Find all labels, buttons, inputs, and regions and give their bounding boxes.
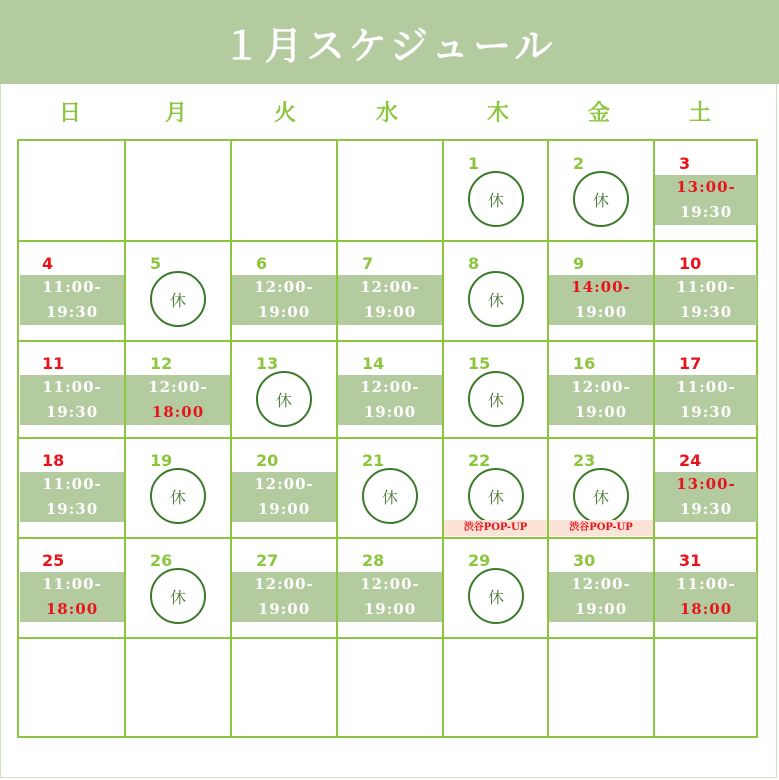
closed-day-mark: 休 xyxy=(362,468,418,524)
day-cell-26 xyxy=(126,539,230,637)
day-number: 23 xyxy=(573,451,596,470)
open-time: 12:00- xyxy=(254,278,314,296)
open-time: 12:00- xyxy=(254,575,314,593)
day-cell-10 xyxy=(655,242,757,340)
close-time: 19:00 xyxy=(574,303,628,321)
day-number: 19 xyxy=(150,451,173,470)
open-time: 12:00- xyxy=(571,378,631,396)
day-cell-15 xyxy=(444,342,547,437)
day-number: 27 xyxy=(256,551,279,570)
day-cell-14 xyxy=(338,342,442,437)
day-number: 30 xyxy=(573,551,596,570)
day-number: 20 xyxy=(256,451,279,470)
open-time: 12:00- xyxy=(148,378,208,396)
close-time: 19:00 xyxy=(363,303,417,321)
business-hours xyxy=(20,375,124,425)
day-number: 21 xyxy=(362,451,385,470)
day-cell-7 xyxy=(338,242,442,340)
calendar-grid xyxy=(17,139,758,738)
close-time: 19:00 xyxy=(257,500,311,518)
business-hours xyxy=(20,275,124,325)
day-cell-16 xyxy=(549,342,653,437)
day-cell-1 xyxy=(444,142,547,240)
day-number: 11 xyxy=(42,354,65,373)
business-hours xyxy=(549,375,653,425)
weekday-label: 月 xyxy=(164,101,187,126)
popup-event-badge: 渋谷POP-UP xyxy=(444,520,547,536)
open-time: 13:00- xyxy=(676,475,736,493)
closed-day-mark: 休 xyxy=(468,468,524,524)
open-time: 12:00- xyxy=(360,378,420,396)
day-number: 12 xyxy=(150,354,173,373)
day-cell-4 xyxy=(20,242,124,340)
business-hours xyxy=(655,375,757,425)
day-number: 18 xyxy=(42,451,65,470)
closed-day-mark: 休 xyxy=(150,568,206,624)
close-time: 19:00 xyxy=(257,600,311,618)
open-time: 11:00- xyxy=(42,575,102,593)
business-hours xyxy=(232,472,336,522)
closed-day-mark: 休 xyxy=(150,271,206,327)
day-cell-17 xyxy=(655,342,757,437)
open-time: 11:00- xyxy=(676,278,736,296)
weekday-label: 火 xyxy=(273,101,296,126)
close-time: 19:00 xyxy=(574,403,628,421)
day-number: 1 xyxy=(468,154,480,173)
business-hours xyxy=(232,275,336,325)
business-hours xyxy=(338,375,442,425)
business-hours xyxy=(126,375,230,425)
day-cell-2 xyxy=(549,142,653,240)
closed-day-mark: 休 xyxy=(468,271,524,327)
close-time: 19:30 xyxy=(679,500,733,518)
close-time: 19:00 xyxy=(363,403,417,421)
day-number: 6 xyxy=(256,254,268,273)
close-time: 19:30 xyxy=(679,203,733,221)
day-cell-28 xyxy=(338,539,442,637)
day-number: 13 xyxy=(256,354,279,373)
day-number: 9 xyxy=(573,254,585,273)
popup-event-badge: 渋谷POP-UP xyxy=(549,520,653,536)
day-cell-6 xyxy=(232,242,336,340)
day-cell-24 xyxy=(655,439,757,537)
open-time: 11:00- xyxy=(42,378,102,396)
day-number: 14 xyxy=(362,354,385,373)
closed-day-mark: 休 xyxy=(256,371,312,427)
day-number: 31 xyxy=(679,551,702,570)
day-number: 17 xyxy=(679,354,702,373)
weekday-label: 日 xyxy=(58,101,81,126)
close-time: 19:30 xyxy=(45,403,99,421)
closed-day-mark: 休 xyxy=(573,171,629,227)
closed-day-mark: 休 xyxy=(468,171,524,227)
business-hours xyxy=(20,472,124,522)
open-time: 14:00- xyxy=(571,278,631,296)
day-number: 29 xyxy=(468,551,491,570)
close-time: 18:00 xyxy=(151,403,205,421)
open-time: 11:00- xyxy=(42,475,102,493)
business-hours xyxy=(232,572,336,622)
open-time: 12:00- xyxy=(360,575,420,593)
day-cell-12 xyxy=(126,342,230,437)
open-time: 12:00- xyxy=(254,475,314,493)
close-time: 19:00 xyxy=(257,303,311,321)
closed-day-mark: 休 xyxy=(468,371,524,427)
closed-day-mark: 休 xyxy=(150,468,206,524)
grid-row-divider xyxy=(19,637,756,639)
day-cell-25 xyxy=(20,539,124,637)
day-cell-31 xyxy=(655,539,757,637)
business-hours xyxy=(20,572,124,622)
close-time: 19:30 xyxy=(45,500,99,518)
day-number: 28 xyxy=(362,551,385,570)
weekday-label: 水 xyxy=(375,101,398,126)
business-hours xyxy=(655,572,757,622)
open-time: 12:00- xyxy=(571,575,631,593)
close-time: 18:00 xyxy=(679,600,733,618)
day-cell-18 xyxy=(20,439,124,537)
day-number: 2 xyxy=(573,154,585,173)
day-number: 8 xyxy=(468,254,480,273)
open-time: 12:00- xyxy=(360,278,420,296)
closed-day-mark: 休 xyxy=(573,468,629,524)
close-time: 19:30 xyxy=(45,303,99,321)
day-number: 4 xyxy=(42,254,54,273)
business-hours xyxy=(655,175,757,225)
day-number: 3 xyxy=(679,154,691,173)
day-number: 22 xyxy=(468,451,491,470)
close-time: 19:30 xyxy=(679,303,733,321)
day-cell-13 xyxy=(232,342,336,437)
open-time: 11:00- xyxy=(42,278,102,296)
day-number: 15 xyxy=(468,354,491,373)
weekday-label: 木 xyxy=(486,101,509,126)
day-cell-27 xyxy=(232,539,336,637)
open-time: 11:00- xyxy=(676,378,736,396)
business-hours xyxy=(549,572,653,622)
close-time: 19:00 xyxy=(574,600,628,618)
day-cell-21 xyxy=(338,439,442,537)
closed-day-mark: 休 xyxy=(468,568,524,624)
business-hours xyxy=(549,275,653,325)
day-cell-9 xyxy=(549,242,653,340)
day-cell-30 xyxy=(549,539,653,637)
day-cell-22 xyxy=(444,439,547,537)
day-number: 7 xyxy=(362,254,374,273)
open-time: 13:00- xyxy=(676,178,736,196)
open-time: 11:00- xyxy=(676,575,736,593)
day-number: 24 xyxy=(679,451,702,470)
close-time: 19:30 xyxy=(679,403,733,421)
close-time: 19:00 xyxy=(363,600,417,618)
day-cell-20 xyxy=(232,439,336,537)
page-title: １月スケジュール xyxy=(0,0,779,84)
day-number: 16 xyxy=(573,354,596,373)
weekday-label: 土 xyxy=(688,101,711,126)
day-cell-3 xyxy=(655,142,757,240)
close-time: 18:00 xyxy=(45,600,99,618)
business-hours xyxy=(338,275,442,325)
day-number: 26 xyxy=(150,551,173,570)
business-hours xyxy=(655,472,757,522)
day-number: 10 xyxy=(679,254,702,273)
business-hours xyxy=(338,572,442,622)
day-number: 25 xyxy=(42,551,65,570)
day-number: 5 xyxy=(150,254,162,273)
business-hours xyxy=(655,275,757,325)
day-cell-19 xyxy=(126,439,230,537)
weekday-label: 金 xyxy=(587,101,610,126)
day-cell-29 xyxy=(444,539,547,637)
day-cell-8 xyxy=(444,242,547,340)
day-cell-11 xyxy=(20,342,124,437)
day-cell-23 xyxy=(549,439,653,537)
day-cell-5 xyxy=(126,242,230,340)
